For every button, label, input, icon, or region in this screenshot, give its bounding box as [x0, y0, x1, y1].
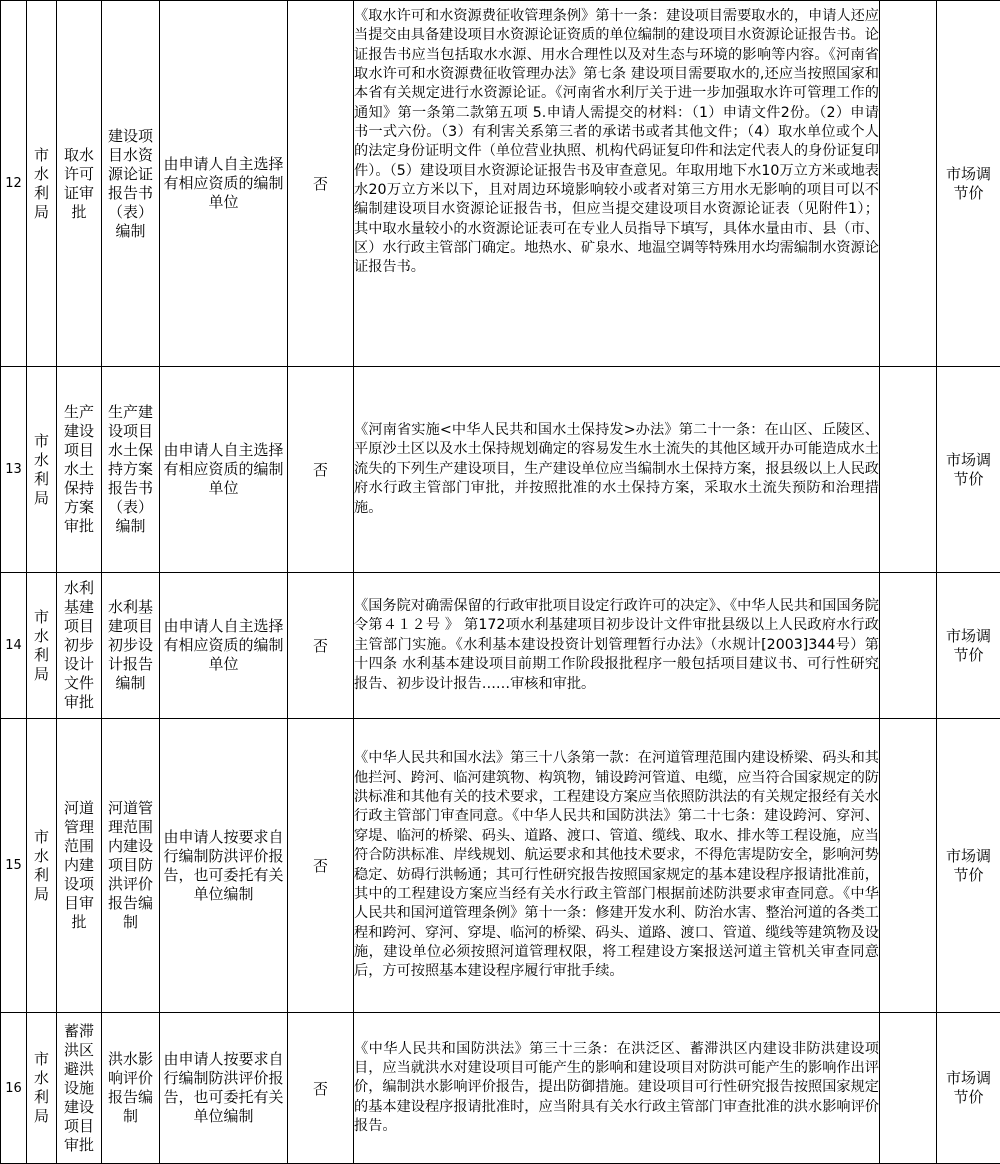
service-provider-cell: 由申请人自主选择有相应资质的编制单位 — [160, 367, 288, 573]
table-row — [1, 1, 1000, 367]
service-provider-cell: 由申请人按要求自行编制防洪评价报告，也可委托有关单位编制 — [160, 719, 288, 1013]
intermediary-service-cell: 水利基建项目初步设计报告编制 — [107, 598, 155, 693]
department-cell: 市水利局 — [33, 608, 50, 684]
row-number: 16 — [1, 1013, 27, 1164]
note-cell — [880, 367, 937, 573]
pricing-cell: 市场调节价 — [943, 165, 995, 203]
legal-basis-cell: 《中华人民共和国水法》第三十八条第一款：在河道管理范围内建设桥梁、码头和其他拦河、跨河、临河建筑物、构筑物，铺设跨河管道、电缆，应当符合国家规定的防洪标准和其他有关的技术要求，工程建设方案应当依照防洪法的有关规定报经有关水行政主管部门审查同意。《中华人民共和国防洪法》第二十七条：建设跨河、穿河、穿堤、临河的桥梁、码头、道路、渡口、管道、缆线、取水、排水等工程设施，应当符合防洪标准、岸线规划、航运要求和其他技术要求，不得危害堤防安全，影响河势稳定、妨碍行洪畅通；其可行性研究报告按照国家规定的基本建设程序报请批准前，其中的工程建设方案应当经有关水行政主管部门根据前述防洪要求审查同意。《中华人民共和国河道管理条例》第十一条：修建开发水利、防治水害、整治河道的各类工程和跨河、穿河、穿堤、临河的桥梁、码头、道路、渡口、管道、缆线等建筑物及设施，建设单位必须按照河道管理权限，将工程建设方案报送河道主管机关审查同意后，方可按照基本建设程序履行审批手续。 — [354, 719, 880, 1013]
department-cell: 市水利局 — [33, 828, 50, 904]
department-cell: 市水利局 — [33, 146, 50, 222]
legal-basis-cell: 《取水许可和水资源费征收管理条例》第十一条：建设项目需要取水的，申请人还应当提交由具备建设项目水资源论证资质的单位编制的建设项目水资源论证报告书。论证报告书应当包括取水水源、用水合理性以及对生态与环境的影响等内容。《河南省取水许可和水资源费征收管理办法》第七条 建设项目需要取水的,还应当按照国家和本省有关规定进行水资源论证。《河南省水利厅关于进一步加强取水许可管理工作的通知》第一条第二款第五项 5.申请人需提交的材料：（1）申请文件2份。（2）申请书一式六份。（3）有利害关系第三者的承诺书或者其他文件；（4）取水单位或个人的法定身份证明文件（单位营业执照、机构代码证复印件和法定代表人的身份证复印件）。（5）建设项目水资源论证报告书及审查意见。年取用地下水10万立方米或地表水20万立方米以下，且对周边环境影响较小或者对第三方用水无影响的项目可以不编制建设项目水资源论证报告书，但应当提交建设项目水资源论证表（见附件1）；其中取水量较小的水资源论证表可在专业人员指导下填写，具体水量由市、县（市、区）水行政主管部门确定。地热水、矿泉水、地温空调等特殊用水均需编制水资源论证报告书。 — [354, 1, 880, 367]
charge-flag-cell: 否 — [288, 1013, 354, 1164]
approval-name-cell: 取水许可证审批 — [62, 146, 96, 222]
note-cell — [880, 719, 937, 1013]
table-row — [1, 1013, 1000, 1164]
note-cell — [880, 573, 937, 719]
row-number: 14 — [1, 573, 27, 719]
row-number: 13 — [1, 367, 27, 573]
pricing-cell: 市场调节价 — [943, 1069, 995, 1107]
legal-basis-cell: 《河南省实施<中华人民共和国水土保持发>办法》第二十一条：在山区、丘陵区、平原沙土区以及水土保持规划确定的容易发生水土流失的其他区域开办可能造成水土流失的下列生产建设项目，生产建设单位应当编制水土保持方案，报县级以上人民政府水行政主管部门审批，并按照批准的水土保持方案，采取水土流失预防和治理措施。 — [354, 367, 880, 573]
legal-basis-cell: 《中华人民共和国防洪法》第三十三条：在洪泛区、蓄滞洪区内建设非防洪建设项目，应当就洪水对建设项目可能产生的影响和建设项目对防洪可能产生的影响作出评价，编制洪水影响评价报告，提出防御措施。建设项目可行性研究报告按照国家规定的基本建设程序报请批准时，应当附具有关水行政主管部门审查批准的洪水影响评价报告。 — [354, 1013, 880, 1164]
note-cell — [880, 1013, 937, 1164]
service-provider-cell: 由申请人自主选择有相应资质的编制单位 — [160, 573, 288, 719]
charge-flag-cell: 否 — [288, 1, 354, 367]
charge-flag-cell: 否 — [288, 367, 354, 573]
pricing-cell: 市场调节价 — [943, 847, 995, 885]
table-row — [1, 367, 1000, 573]
intermediary-service-cell: 生产建设项目水土保持方案报告书（表）编制 — [107, 403, 155, 536]
row-number: 15 — [1, 719, 27, 1013]
charge-flag-cell: 否 — [288, 573, 354, 719]
department-cell: 市水利局 — [33, 432, 50, 508]
department-cell: 市水利局 — [33, 1050, 50, 1126]
approval-name-cell: 生产建设项目水土保持方案审批 — [62, 403, 96, 536]
table-row — [1, 573, 1000, 719]
table-row — [1, 719, 1000, 1013]
intermediary-service-cell: 建设项目水资源论证报告书（表）编制 — [107, 127, 155, 241]
pricing-cell: 市场调节价 — [943, 451, 995, 489]
service-provider-cell: 由申请人按要求自行编制防洪评价报告，也可委托有关单位编制 — [160, 1013, 288, 1164]
service-provider-cell: 由申请人自主选择有相应资质的编制单位 — [160, 1, 288, 367]
legal-basis-cell: 《国务院对确需保留的行政审批项目设定行政许可的决定》、《中华人民共和国国务院令第４１２号 》 第172项水利基建项目初步设计文件审批县级以上人民政府水行政主管部门实施。《水利基本建设投资计划管理暂行办法》（水规计[2003]344号）第十四条 水利基本建设项目前期工作阶段报批程序一般包括项目建议书、可行性研究报告、初步设计报告……审核和审批。 — [354, 573, 880, 719]
intermediary-service-cell: 洪水影响评价报告编制 — [107, 1050, 155, 1126]
approval-name-cell: 蓄滞洪区避洪设施建设项目审批 — [62, 1022, 96, 1155]
pricing-cell: 市场调节价 — [943, 627, 995, 665]
row-number: 12 — [1, 1, 27, 367]
intermediary-service-cell: 河道管理范围内建设项目防洪评价报告编制 — [107, 799, 155, 932]
approval-name-cell: 水利基建项目初步设计文件审批 — [62, 579, 96, 712]
note-cell — [880, 1, 937, 367]
approval-name-cell: 河道管理范围内建设项目审批 — [62, 799, 96, 932]
charge-flag-cell: 否 — [288, 719, 354, 1013]
